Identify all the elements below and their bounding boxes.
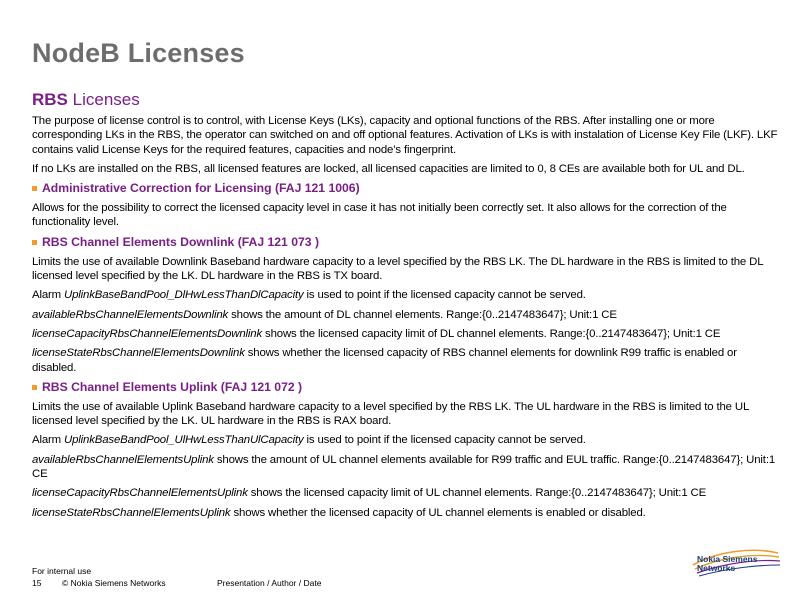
section3-param xyxy=(32,486,782,500)
section3-heading-text: RBS Channel Elements Uplink (FAJ 121 072 ) xyxy=(42,379,303,394)
footer-page-number: 15 xyxy=(32,578,42,588)
section-title xyxy=(32,90,782,110)
subtitle-licenses: Licenses xyxy=(67,90,140,109)
param-desc: shows whether the licensed capacity of UL channel elements is enabled or disabled. xyxy=(230,506,646,519)
section1-heading-text: Administrative Correction for Licensing (FAJ 121 1006) xyxy=(42,181,360,196)
alarm-name: UplinkBaseBandPool_DlHwLessThanDlCapacity xyxy=(64,289,304,302)
section2-text: Limits the use of available Downlink Baseband hardware capacity to a level specified by the RBS LK. The DL hardware in the RBS is limited to the DL licensed level specified by the LK. DL hardware in the RBS is TX board. xyxy=(32,255,763,283)
bullet-square-icon xyxy=(32,240,37,245)
param-name: licenseStateRbsChannelElementsDownlink xyxy=(32,347,245,360)
subtitle-rbs: RBS xyxy=(32,90,68,109)
slide-content xyxy=(32,90,782,525)
param-name: licenseCapacityRbsChannelElementsDownlink xyxy=(32,327,263,340)
param-name: licenseStateRbsChannelElementsUplink xyxy=(32,506,231,519)
intro-paragraph-2: If no LKs are installed on the RBS, all licensed features are locked, all licensed capacities are limited to 0, 8 CEs are available both for UL and DL. xyxy=(32,162,745,175)
company-logo xyxy=(683,545,783,585)
logo-text-line1: Nokia Siemens xyxy=(697,554,758,564)
section3-heading xyxy=(32,380,782,395)
section3-param xyxy=(32,453,782,482)
section3-param xyxy=(32,506,782,520)
section2-param xyxy=(32,327,782,341)
param-desc: shows the licensed capacity limit of UL channel elements. Range:{0..2147483647}; Unit:1 CE xyxy=(247,487,707,500)
alarm-prefix: Alarm xyxy=(32,289,65,302)
alarm-prefix: Alarm xyxy=(32,434,65,447)
section3-alarm xyxy=(32,433,782,447)
alarm-suffix: is used to point if the licensed capacity cannot be served. xyxy=(303,289,586,302)
section3-text: Limits the use of available Uplink Baseband hardware capacity to a level specified by the RBS LK. The UL hardware in the RBS is limited to the UL licensed level specified by the LK. UL hardware in the RBS is RAX board. xyxy=(32,400,749,428)
param-desc: shows the amount of UL channel elements available for R99 traffic and EUL traffic. Range:{0..2147483647}; Unit:1 CE xyxy=(32,453,776,481)
alarm-name: UplinkBaseBandPool_UlHwLessThanUlCapacity xyxy=(64,434,304,447)
bullet-square-icon xyxy=(32,186,37,191)
param-desc: shows the licensed capacity limit of DL channel elements. Range:{0..2147483647}; Unit:1 CE xyxy=(262,327,721,340)
param-name: licenseCapacityRbsChannelElementsUplink xyxy=(32,487,248,500)
section2-heading xyxy=(32,235,782,250)
section2-param xyxy=(32,308,782,322)
intro-paragraph-1: The purpose of license control is to control, with License Keys (LKs), capacity and optional functions of the RBS. After installing one or more corresponding LKs in the RBS, the operator can switched on and off optional features. Activation of LKs is with instalation of License Key File (LKF). LKF contains valid License Keys for the required features, capacities and node’s fingerprint. xyxy=(32,115,778,156)
section1-heading xyxy=(32,181,782,196)
page-title: NodeB Licenses xyxy=(32,38,245,68)
section2-alarm xyxy=(32,288,782,302)
alarm-suffix: is used to point if the licensed capacity cannot be served. xyxy=(303,434,586,447)
param-name: availableRbsChannelElementsDownlink xyxy=(32,308,229,321)
logo-text-line2: Networks xyxy=(697,563,736,573)
bullet-square-icon xyxy=(32,385,37,390)
param-desc: shows the amount of DL channel elements. Range:{0..2147483647}; Unit:1 CE xyxy=(228,308,617,321)
param-name: availableRbsChannelElementsUplink xyxy=(32,453,214,466)
footer-internal-use: For internal use xyxy=(32,566,92,576)
footer-presentation: Presentation / Author / Date xyxy=(217,578,322,588)
section2-heading-text: RBS Channel Elements Downlink (FAJ 121 073 ) xyxy=(42,234,320,249)
footer-copyright: © Nokia Siemens Networks xyxy=(62,578,166,588)
param-desc: shows whether the licensed capacity of RBS channel elements for downlink R99 traffic is enabled or disabled. xyxy=(32,347,737,374)
section1-text: Allows for the possibility to correct the licensed capacity level in case it has not initially been correctly set. It also allows for the correction of the functionality level. xyxy=(32,202,727,229)
section2-param xyxy=(32,346,782,375)
